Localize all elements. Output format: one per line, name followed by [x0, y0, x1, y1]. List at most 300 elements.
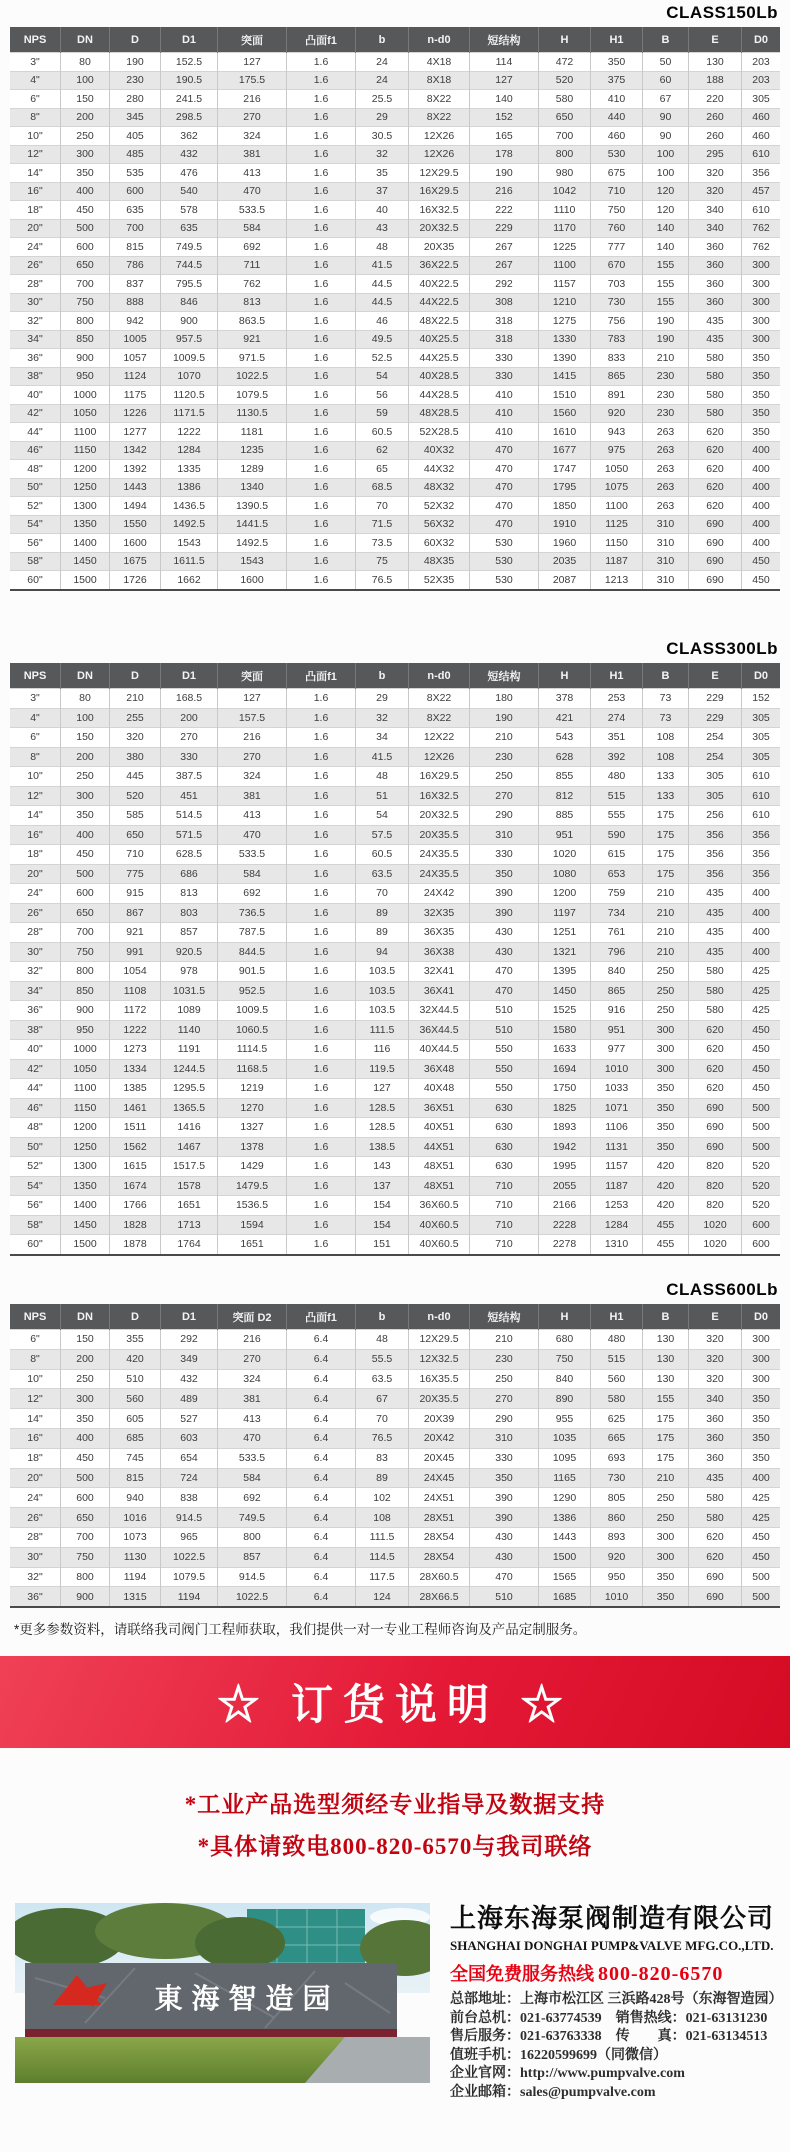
table-cell: 921 [218, 330, 287, 349]
table-cell: 56" [10, 534, 61, 553]
table-cell: 90 [643, 108, 689, 127]
table-cell: 533.5 [218, 201, 287, 220]
table-cell: 685 [110, 1428, 161, 1448]
table-cell: 26" [10, 1508, 61, 1528]
table-cell: 2055 [539, 1176, 591, 1196]
table-cell: 103.5 [356, 962, 409, 982]
table-cell: 300 [61, 1389, 110, 1409]
table-cell: 1253 [591, 1196, 643, 1216]
table-cell: 140 [643, 238, 689, 257]
table-cell: 421 [539, 708, 591, 728]
table-cell: 16" [10, 825, 61, 845]
table-cell: 1436.5 [161, 497, 218, 516]
table-cell: 63.5 [356, 864, 409, 884]
table-cell: 32X44.5 [409, 1001, 470, 1021]
table-cell: 16X29.5 [409, 182, 470, 201]
table-row [10, 767, 780, 787]
table-cell: 840 [539, 1369, 591, 1389]
table-cell: 263 [643, 497, 689, 516]
table-cell: 1.6 [287, 923, 356, 943]
table-cell: 1960 [539, 534, 591, 553]
table-cell: 700 [61, 275, 110, 294]
table-cell: 863.5 [218, 312, 287, 331]
table-cell: 340 [689, 201, 742, 220]
table-row [10, 923, 780, 943]
table-cell: 445 [110, 767, 161, 787]
table-cell: 36X35 [409, 923, 470, 943]
table-cell: 1828 [110, 1215, 161, 1235]
table-cell: 470 [470, 515, 539, 534]
table-cell: 1150 [591, 534, 643, 553]
table-cell: 400 [742, 460, 781, 479]
table-cell: 1450 [539, 981, 591, 1001]
column-header: DN [61, 27, 110, 53]
table-cell: 24 [356, 71, 409, 90]
table-cell: 700 [61, 923, 110, 943]
table-row [10, 312, 780, 331]
table-cell: 1284 [591, 1215, 643, 1235]
table-cell: 952.5 [218, 981, 287, 1001]
table-cell: 1194 [161, 1587, 218, 1607]
table-cell: 8" [10, 108, 61, 127]
table-cell: 762 [218, 275, 287, 294]
table-cell: 1022.5 [161, 1547, 218, 1567]
table-cell: 480 [591, 767, 643, 787]
table-cell: 6.4 [287, 1547, 356, 1567]
table-cell: 1131 [591, 1137, 643, 1157]
table-cell: 20X39 [409, 1409, 470, 1429]
table-row [10, 1448, 780, 1468]
order-instructions-banner [0, 1656, 790, 1748]
table-cell: 1.6 [287, 219, 356, 238]
table-cell: 750 [61, 942, 110, 962]
table-cell: 900 [61, 349, 110, 368]
table-cell: 610 [742, 767, 781, 787]
table-cell: 1386 [161, 478, 218, 497]
table-cell: 1467 [161, 1137, 218, 1157]
column-header: 突面 [218, 663, 287, 689]
table-cell: 220 [689, 90, 742, 109]
column-header: n-d0 [409, 27, 470, 53]
table-cell: 1157 [591, 1157, 643, 1177]
table-cell: 435 [689, 312, 742, 331]
table-cell: 270 [470, 1389, 539, 1409]
table-cell: 32X41 [409, 962, 470, 982]
table-cell: 250 [61, 1369, 110, 1389]
table-cell: 472 [539, 53, 591, 72]
hotline-label: 全国免费服务热线 [450, 1964, 594, 1984]
table-cell: 1.6 [287, 1079, 356, 1099]
table-cell: 300 [742, 1349, 781, 1369]
column-header: D0 [742, 663, 781, 689]
table-cell: 6.4 [287, 1567, 356, 1587]
table-cell: 1020 [689, 1235, 742, 1255]
table-cell: 515 [591, 1349, 643, 1369]
table-cell: 1543 [218, 552, 287, 571]
table-cell: 230 [643, 404, 689, 423]
table-cell: 24" [10, 1488, 61, 1508]
table-cell: 1500 [61, 571, 110, 590]
table-header-row [10, 1304, 780, 1330]
table-cell: 320 [689, 1349, 742, 1369]
order-instructions-title: ☆ 订货说明 ☆ [217, 1681, 573, 1728]
table-cell: 1.6 [287, 552, 356, 571]
table-cell: 28" [10, 1527, 61, 1547]
table-cell: 254 [689, 728, 742, 748]
table-cell: 300 [643, 1547, 689, 1567]
table-cell: 500 [742, 1137, 781, 1157]
table-cell: 762 [742, 219, 781, 238]
table-cell: 610 [742, 786, 781, 806]
table-cell: 46" [10, 1098, 61, 1118]
table-cell: 250 [643, 962, 689, 982]
table-row [10, 1527, 780, 1547]
table-row [10, 330, 780, 349]
table-cell: 1.6 [287, 689, 356, 709]
table-cell: 1562 [110, 1137, 161, 1157]
table-cell: 1.6 [287, 1118, 356, 1138]
table-cell: 413 [218, 806, 287, 826]
table-cell: 165 [470, 127, 539, 146]
table-cell: 543 [539, 728, 591, 748]
table-cell: 350 [742, 367, 781, 386]
table-cell: 620 [689, 1059, 742, 1079]
table-cell: 210 [470, 728, 539, 748]
table-cell: 865 [591, 367, 643, 386]
table-cell: 44X51 [409, 1137, 470, 1157]
table-cell: 133 [643, 786, 689, 806]
table-cell: 451 [161, 786, 218, 806]
table-cell: 940 [110, 1488, 161, 1508]
table-cell: 815 [110, 238, 161, 257]
spec-table-class600lb [10, 1304, 780, 1608]
table-cell: 413 [218, 164, 287, 183]
table-cell: 230 [643, 367, 689, 386]
table-cell: 44" [10, 423, 61, 442]
table-cell: 435 [689, 330, 742, 349]
table-cell: 750 [539, 1349, 591, 1369]
table-cell: 533.5 [218, 845, 287, 865]
table-cell: 350 [643, 1079, 689, 1099]
table-cell: 1611.5 [161, 552, 218, 571]
table-cell: 155 [643, 293, 689, 312]
table-cell: 891 [591, 386, 643, 405]
table-cell: 83 [356, 1448, 409, 1468]
column-header: D1 [161, 663, 218, 689]
table-cell: 356 [689, 825, 742, 845]
table-cell: 450 [742, 1059, 781, 1079]
spec-table-class150lb [10, 27, 780, 591]
company-name-cn: 上海东海泵阀制造有限公司 [450, 1903, 775, 1933]
table-cell: 690 [689, 1587, 742, 1607]
table-cell: 305 [689, 786, 742, 806]
table-row [10, 386, 780, 405]
column-header: D0 [742, 1304, 781, 1330]
table-cell: 1031.5 [161, 981, 218, 1001]
table-cell: 1350 [61, 1176, 110, 1196]
table-cell: 1500 [61, 1235, 110, 1255]
table-cell: 1.6 [287, 1215, 356, 1235]
table-cell: 1441.5 [218, 515, 287, 534]
table-cell: 216 [218, 90, 287, 109]
table-cell: 615 [591, 845, 643, 865]
factory-photo-illustration [15, 1903, 430, 2083]
table-row [10, 1118, 780, 1138]
table-cell: 680 [539, 1330, 591, 1350]
table-cell: 230 [643, 386, 689, 405]
table-cell: 120 [643, 182, 689, 201]
table-cell: 838 [161, 1488, 218, 1508]
table-cell: 1079.5 [218, 386, 287, 405]
table-cell: 56 [356, 386, 409, 405]
table-row [10, 845, 780, 865]
table-cell: 400 [742, 923, 781, 943]
table-cell: 1172 [110, 1001, 161, 1021]
table-cell: 485 [110, 145, 161, 164]
table-cell: 324 [218, 127, 287, 146]
table-row [10, 108, 780, 127]
table-cell: 724 [161, 1468, 218, 1488]
table-cell: 6.4 [287, 1587, 356, 1607]
table-cell: 1560 [539, 404, 591, 423]
table-cell: 450 [742, 1527, 781, 1547]
table-cell: 971.5 [218, 349, 287, 368]
table-cell: 1016 [110, 1508, 161, 1528]
table-cell: 580 [689, 367, 742, 386]
table-cell: 267 [470, 238, 539, 257]
table-cell: 175 [643, 845, 689, 865]
table-cell: 1750 [539, 1079, 591, 1099]
table-cell: 6.4 [287, 1428, 356, 1448]
table-cell: 6.4 [287, 1409, 356, 1429]
table-cell: 635 [161, 219, 218, 238]
table-cell: 425 [742, 1508, 781, 1528]
table-cell: 435 [689, 1468, 742, 1488]
table-cell: 1009.5 [218, 1001, 287, 1021]
table-cell: 280 [110, 90, 161, 109]
table-cell: 700 [61, 1527, 110, 1547]
table-cell: 605 [110, 1409, 161, 1429]
table-cell: 1042 [539, 182, 591, 201]
table-cell: 700 [539, 127, 591, 146]
table-cell: 356 [742, 164, 781, 183]
table-cell: 1170 [539, 219, 591, 238]
table-cell: 762 [742, 238, 781, 257]
table-cell: 833 [591, 349, 643, 368]
table-cell: 1415 [539, 367, 591, 386]
table-cell: 140 [470, 90, 539, 109]
table-cell: 580 [591, 1389, 643, 1409]
column-header: 凸面f1 [287, 27, 356, 53]
table-cell: 1175 [110, 386, 161, 405]
table-header-row [10, 27, 780, 53]
table-cell: 1.6 [287, 497, 356, 516]
table-cell: 711 [218, 256, 287, 275]
table-cell: 1050 [61, 404, 110, 423]
table-cell: 24X35.5 [409, 864, 470, 884]
table-cell: 300 [742, 293, 781, 312]
table-cell: 1.6 [287, 478, 356, 497]
table-cell: 1400 [61, 534, 110, 553]
table-cell: 1365.5 [161, 1098, 218, 1118]
table-cell: 777 [591, 238, 643, 257]
table-cell: 692 [218, 884, 287, 904]
table-cell: 749.5 [218, 1508, 287, 1528]
table-cell: 550 [470, 1079, 539, 1099]
table-cell: 420 [643, 1157, 689, 1177]
table-cell: 12X26 [409, 747, 470, 767]
table-cell: 1.6 [287, 275, 356, 294]
table-cell: 54" [10, 515, 61, 534]
table-cell: 100 [643, 164, 689, 183]
table-cell: 270 [218, 1349, 287, 1369]
table-cell: 625 [591, 1409, 643, 1429]
table-cell: 350 [742, 423, 781, 442]
table-cell: 977 [591, 1040, 643, 1060]
table-cell: 310 [643, 552, 689, 571]
table-cell: 330 [470, 845, 539, 865]
table-cell: 330 [470, 367, 539, 386]
table-cell: 815 [110, 1468, 161, 1488]
table-cell: 100 [61, 708, 110, 728]
table-cell: 102 [356, 1488, 409, 1508]
table-cell: 60 [643, 71, 689, 90]
table-cell: 1168.5 [218, 1059, 287, 1079]
table-cell: 274 [591, 708, 643, 728]
table-cell: 250 [470, 767, 539, 787]
table-cell: 650 [61, 256, 110, 275]
table-cell: 1.6 [287, 767, 356, 787]
table-cell: 1795 [539, 478, 591, 497]
table-cell: 255 [110, 708, 161, 728]
table-cell: 300 [742, 275, 781, 294]
table-cell: 1825 [539, 1098, 591, 1118]
table-cell: 38" [10, 367, 61, 386]
table-cell: 1.6 [287, 571, 356, 590]
table-cell: 578 [161, 201, 218, 220]
table-row [10, 164, 780, 183]
table-cell: 1429 [218, 1157, 287, 1177]
table-cell: 600 [61, 238, 110, 257]
table-cell: 381 [218, 1389, 287, 1409]
table-cell: 200 [61, 747, 110, 767]
table-cell: 812 [539, 786, 591, 806]
table-cell: 250 [61, 127, 110, 146]
table-cell: 89 [356, 923, 409, 943]
table-cell: 1250 [61, 478, 110, 497]
table-cell: 14" [10, 1409, 61, 1429]
table-cell: 813 [161, 884, 218, 904]
table-cell: 180 [470, 689, 539, 709]
table-cell: 29 [356, 689, 409, 709]
table-cell: 630 [470, 1118, 539, 1138]
table-cell: 298.5 [161, 108, 218, 127]
table-cell: 300 [742, 312, 781, 331]
table-cell: 175 [643, 825, 689, 845]
table-cell: 387.5 [161, 767, 218, 787]
table-cell: 950 [61, 1020, 110, 1040]
table-cell: 410 [470, 423, 539, 442]
table-cell: 500 [742, 1098, 781, 1118]
table-cell: 290 [470, 1409, 539, 1429]
table-cell: 210 [470, 1330, 539, 1350]
table-cell: 1675 [110, 552, 161, 571]
table-cell: 571.5 [161, 825, 218, 845]
table-cell: 54 [356, 806, 409, 826]
table-cell: 1315 [110, 1587, 161, 1607]
table-cell: 8X22 [409, 90, 470, 109]
column-header: B [643, 27, 689, 53]
table-cell: 950 [591, 1567, 643, 1587]
column-header: 凸面f1 [287, 663, 356, 689]
column-header: 短结构 [470, 1304, 539, 1330]
table-cell: 775 [110, 864, 161, 884]
table-cell: 50 [643, 53, 689, 72]
table-row [10, 256, 780, 275]
table-row [10, 1428, 780, 1448]
table-cell: 120 [643, 201, 689, 220]
table-cell: 48 [356, 238, 409, 257]
table-cell: 530 [470, 571, 539, 590]
table-cell: 203 [742, 53, 781, 72]
table-cell: 155 [643, 275, 689, 294]
table-cell: 58" [10, 1215, 61, 1235]
column-header: H1 [591, 27, 643, 53]
table-cell: 350 [643, 1567, 689, 1587]
table-cell: 1443 [539, 1527, 591, 1547]
table-cell: 1543 [161, 534, 218, 553]
table-cell: 1747 [539, 460, 591, 479]
table-cell: 1100 [61, 1079, 110, 1099]
table-cell: 320 [689, 1369, 742, 1389]
table-cell: 1378 [218, 1137, 287, 1157]
table-cell: 1020 [539, 845, 591, 865]
table-cell: 349 [161, 1349, 218, 1369]
table-cell: 12X26 [409, 145, 470, 164]
table-cell: 390 [470, 1508, 539, 1528]
table-cell: 52X32 [409, 497, 470, 516]
table-cell: 710 [591, 182, 643, 201]
table-cell: 310 [643, 571, 689, 590]
table-cell: 360 [689, 293, 742, 312]
table-cell: 530 [470, 552, 539, 571]
table-cell: 860 [591, 1508, 643, 1528]
table-cell: 2166 [539, 1196, 591, 1216]
table-cell: 1289 [218, 460, 287, 479]
column-header: 凸面f1 [287, 1304, 356, 1330]
table-cell: 40X60.5 [409, 1235, 470, 1255]
table-row [10, 747, 780, 767]
table-cell: 308 [470, 293, 539, 312]
table-cell: 40X25.5 [409, 330, 470, 349]
table-cell: 420 [643, 1176, 689, 1196]
table-cell: 36X48 [409, 1059, 470, 1079]
table-cell: 350 [742, 1448, 781, 1468]
table-cell: 41.5 [356, 747, 409, 767]
table-cell: 1.6 [287, 53, 356, 72]
table-cell: 400 [742, 478, 781, 497]
table-cell: 6" [10, 728, 61, 748]
table-cell: 470 [470, 441, 539, 460]
table-cell: 1878 [110, 1235, 161, 1255]
table-row [10, 903, 780, 923]
table-cell: 1.6 [287, 238, 356, 257]
table-cell: 476 [161, 164, 218, 183]
table-row [10, 423, 780, 442]
table-cell: 600 [110, 182, 161, 201]
table-cell: 355 [110, 1330, 161, 1350]
table-cell: 1615 [110, 1157, 161, 1177]
